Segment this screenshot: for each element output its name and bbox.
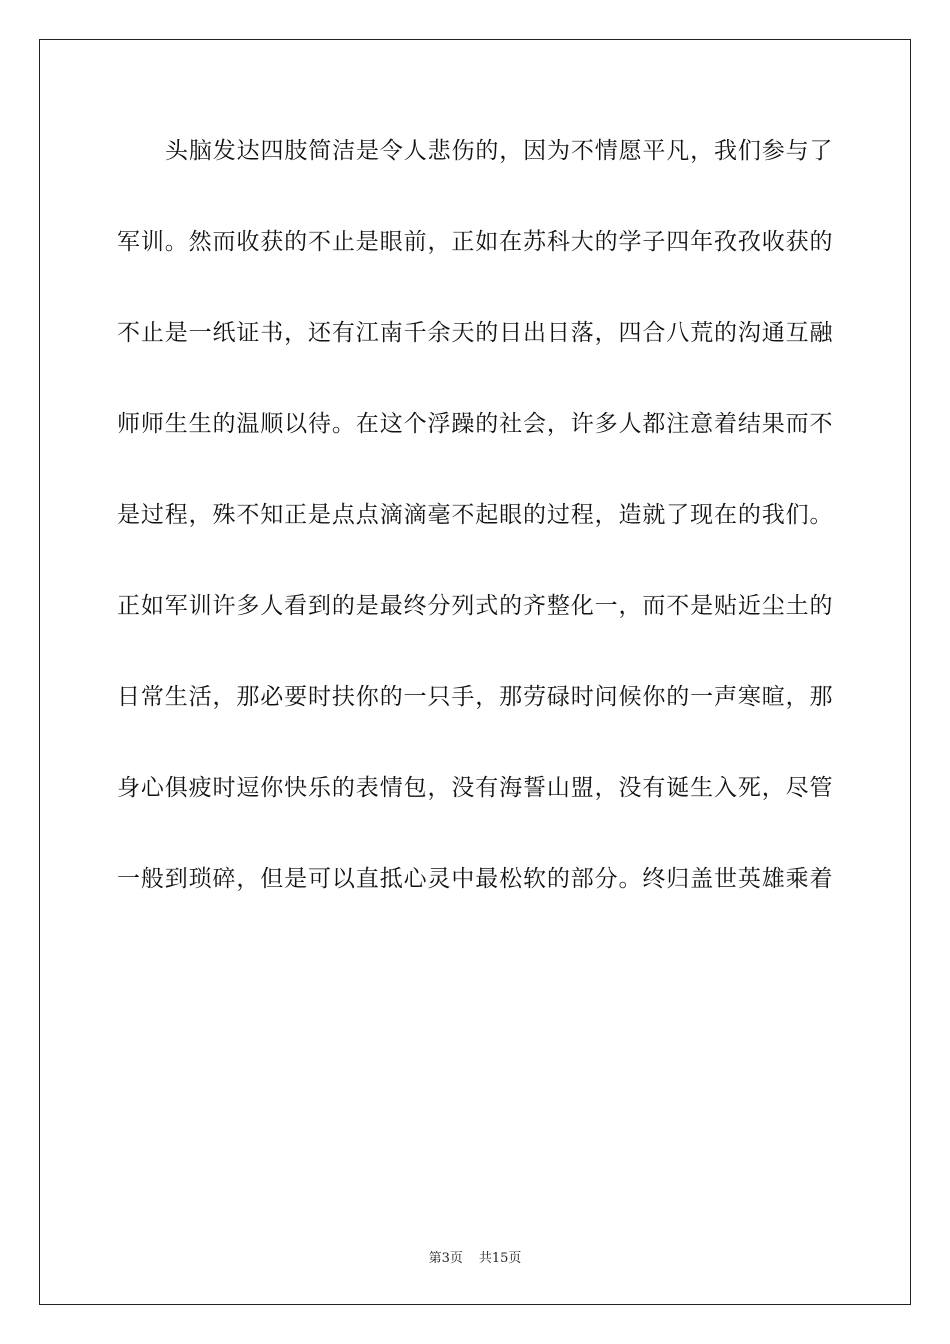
paragraph-line: 军训。然而收获的不止是眼前，正如在苏科大的学子四年孜孜收获的 (117, 229, 833, 255)
page-total: 共15页 (478, 1251, 522, 1266)
paragraph-line: 日常生活，那必要时扶你的一只手，那劳碌时问候你的一声寒暄，那 (117, 684, 833, 710)
paragraph-line: 正如军训许多人看到的是最终分列式的齐整化一，而不是贴近尘土的 (117, 593, 833, 619)
document-body (117, 110, 833, 929)
page-footer (0, 1247, 950, 1266)
paragraph-line: 师师生生的温顺以待。在这个浮躁的社会，许多人都注意着结果而不 (117, 411, 833, 437)
paragraph-line: 身心俱疲时逗你快乐的表情包，没有海誓山盟，没有诞生入死，尽管 (117, 775, 833, 801)
paragraph-line: 不止是一纸证书，还有江南千余天的日出日落，四合八荒的沟通互融 (117, 320, 833, 346)
paragraph-line: 一般到琐碎，但是可以直抵心灵中最松软的部分。终归盖世英雄乘着 (117, 866, 833, 892)
paragraph-line: 是过程，殊不知正是点点滴滴毫不起眼的过程，造就了现在的我们。 (117, 502, 833, 528)
page-number: 第3页 (428, 1251, 463, 1266)
paragraph-line: 头脑发达四肢简洁是令人悲伤的，因为不情愿平凡，我们参与了 (165, 138, 833, 164)
